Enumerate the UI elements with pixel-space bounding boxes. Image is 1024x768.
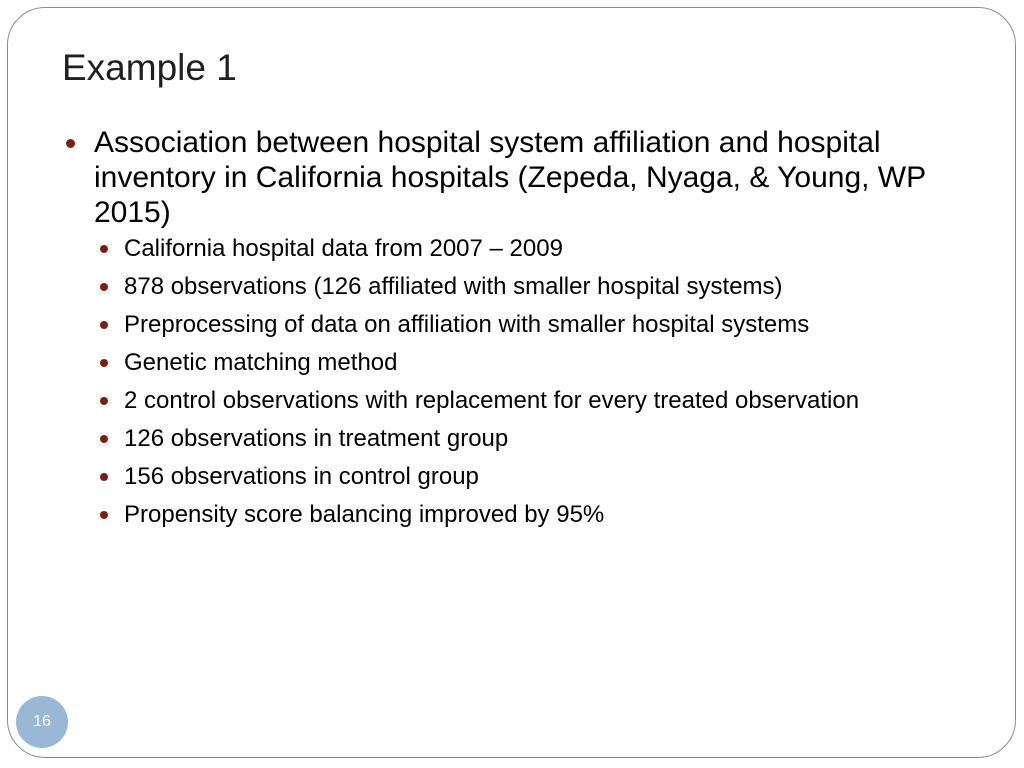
bullet-dot-icon <box>66 139 75 148</box>
sub-bullet-text: 126 observations in treatment group <box>124 425 509 452</box>
slide-content <box>62 125 982 538</box>
sub-bullet-item <box>124 462 904 491</box>
sub-bullet-text: California hospital data from 2007 – 2009 <box>124 235 563 262</box>
sub-bullet-item <box>124 500 904 529</box>
sub-bullet-item <box>124 424 904 453</box>
bullet-dot-icon <box>100 245 108 253</box>
sub-bullet-text: Genetic matching method <box>124 349 398 376</box>
sub-bullet-list <box>62 234 982 529</box>
sub-bullet-text: 2 control observations with replacement for every treated observation <box>124 387 860 414</box>
sub-bullet-text: Propensity score balancing improved by 95% <box>124 501 605 528</box>
sub-bullet-text: Preprocessing of data on affiliation with smaller hospital systems <box>124 311 810 338</box>
main-bullet-item <box>62 125 982 230</box>
sub-bullet-text: 156 observations in control group <box>124 463 479 490</box>
bullet-dot-icon <box>100 473 108 481</box>
sub-bullet-item <box>124 272 904 301</box>
sub-bullet-item <box>124 348 904 377</box>
bullet-dot-icon <box>100 511 108 519</box>
main-bullet-text: Association between hospital system affiliation and hospital inventory in California hospitals (Zepeda, Nyaga, & Young, WP 2015) <box>94 126 926 229</box>
slide-title: Example 1 <box>62 47 237 88</box>
sub-bullet-item <box>124 234 904 263</box>
bullet-dot-icon <box>100 359 108 367</box>
bullet-dot-icon <box>100 283 108 291</box>
bullet-dot-icon <box>100 435 108 443</box>
bullet-dot-icon <box>100 397 108 405</box>
sub-bullet-item <box>124 310 904 339</box>
page-number-badge: 16 <box>16 696 68 748</box>
sub-bullet-text: 878 observations (126 affiliated with smaller hospital systems) <box>124 273 783 300</box>
bullet-dot-icon <box>100 321 108 329</box>
sub-bullet-item <box>124 386 904 415</box>
